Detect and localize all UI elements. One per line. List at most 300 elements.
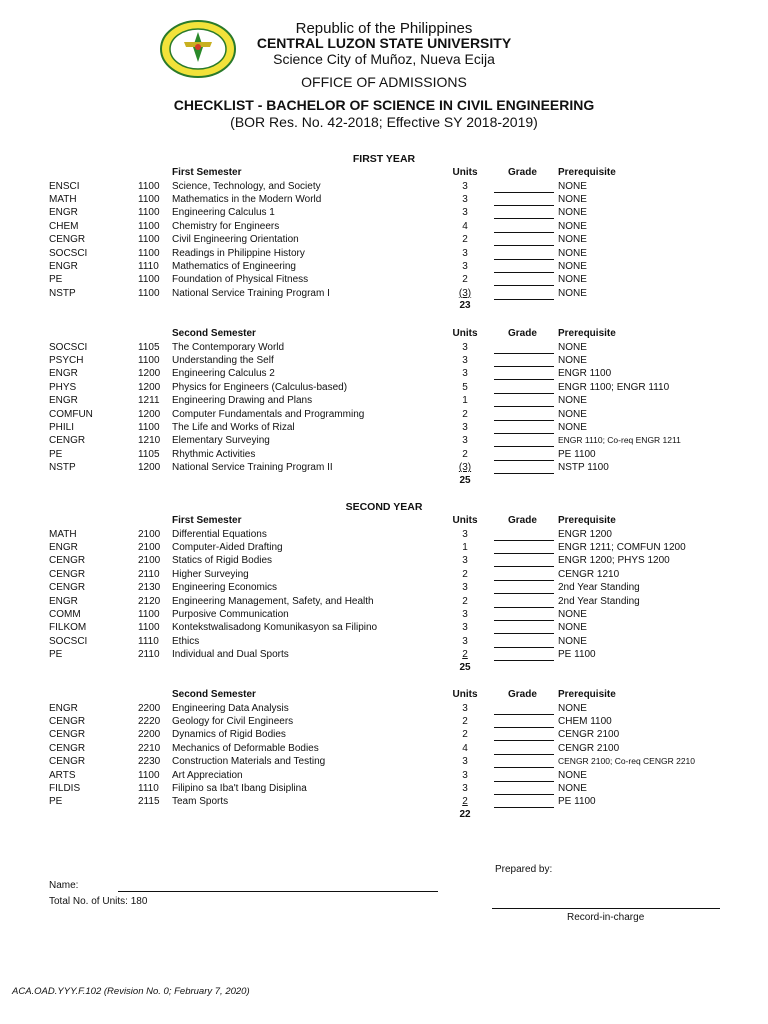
page-title: CHECKLIST - BACHELOR OF SCIENCE IN CIVIL ENGINEERING xyxy=(173,97,595,113)
units-header: Units xyxy=(452,167,478,178)
prereq-header: Prerequisite xyxy=(558,167,616,178)
course-prereq: NONE xyxy=(558,782,587,794)
course-row xyxy=(0,715,768,728)
course-prereq: PE 1100 xyxy=(558,448,596,460)
course-units: 2 xyxy=(462,274,468,286)
course-units: 3 xyxy=(462,702,468,714)
course-code: ENGR xyxy=(49,207,78,219)
course-number: 1100 xyxy=(138,247,160,259)
course-prereq: PE 1100 xyxy=(558,649,596,661)
grade-header: Grade xyxy=(508,328,537,339)
course-code: MATH xyxy=(49,528,77,540)
course-row xyxy=(0,367,768,380)
grade-field[interactable] xyxy=(494,408,554,421)
course-row xyxy=(0,554,768,567)
course-title: Filipino sa Iba't Ibang Disiplina xyxy=(172,782,307,794)
course-row xyxy=(0,273,768,286)
total-units-label: Total No. of Units: xyxy=(49,896,128,907)
course-row xyxy=(0,528,768,541)
course-prereq: ENGR 1200 xyxy=(558,528,612,540)
course-title: Ethics xyxy=(172,635,200,647)
course-prereq: CENGR 1210 xyxy=(558,568,620,580)
course-row xyxy=(0,354,768,367)
course-code: ENSCI xyxy=(49,180,80,192)
grade-field[interactable] xyxy=(494,354,554,367)
course-number: 2100 xyxy=(138,555,161,567)
semester-header xyxy=(0,688,768,701)
grade-field[interactable] xyxy=(494,287,554,300)
course-prereq: NONE xyxy=(558,341,587,353)
course-row xyxy=(0,621,768,634)
course-title: Engineering Economics xyxy=(172,582,278,594)
course-prereq: NONE xyxy=(558,180,587,192)
course-title: The Contemporary World xyxy=(172,341,285,353)
course-code: CHEM xyxy=(49,220,79,232)
course-prereq: NONE xyxy=(558,408,587,420)
course-units: 3 xyxy=(462,260,468,272)
grade-field[interactable] xyxy=(494,702,554,715)
course-prereq: NONE xyxy=(558,207,587,219)
course-units: 4 xyxy=(462,220,468,232)
course-units: 1 xyxy=(462,395,468,407)
semester-label: Second Semester xyxy=(172,328,256,339)
course-row xyxy=(0,287,768,300)
grade-field[interactable] xyxy=(494,795,554,808)
course-number: 2200 xyxy=(138,729,161,741)
course-prereq: NSTP 1100 xyxy=(558,462,609,474)
grade-field[interactable] xyxy=(494,621,554,634)
course-code: PE xyxy=(49,796,63,808)
course-code: ENGR xyxy=(49,395,78,407)
course-number: 1100 xyxy=(138,180,160,192)
grade-field[interactable] xyxy=(494,635,554,648)
grade-field[interactable] xyxy=(494,180,554,193)
course-number: 2115 xyxy=(138,796,160,808)
course-title: Science, Technology, and Society xyxy=(172,180,321,192)
course-units: 3 xyxy=(462,635,468,647)
course-number: 2210 xyxy=(138,742,161,754)
grade-field[interactable] xyxy=(494,193,554,206)
course-title: Purposive Communication xyxy=(172,608,289,620)
name-line[interactable] xyxy=(118,891,438,892)
course-units: (3) xyxy=(458,287,472,299)
course-number: 1110 xyxy=(138,635,159,647)
course-title: Understanding the Self xyxy=(172,354,274,366)
course-number: 1200 xyxy=(138,381,161,393)
course-code: ENGR xyxy=(49,595,78,607)
university-name: CENTRAL LUZON STATE UNIVERSITY xyxy=(256,35,512,51)
course-row xyxy=(0,448,768,461)
course-units: 3 xyxy=(462,421,468,433)
course-units: 3 xyxy=(462,341,468,353)
course-number: 2110 xyxy=(138,568,160,580)
grade-field[interactable] xyxy=(494,581,554,594)
course-prereq: ENGR 1200; PHYS 1200 xyxy=(558,555,670,567)
semester-header xyxy=(0,327,768,340)
course-units: (3) xyxy=(458,462,472,474)
semester-label: First Semester xyxy=(172,167,242,178)
course-title: The Life and Works of Rizal xyxy=(172,421,295,433)
grade-field[interactable] xyxy=(494,341,554,354)
course-row xyxy=(0,595,768,608)
course-number: 1100 xyxy=(138,207,160,219)
course-code: PHILI xyxy=(49,421,75,433)
course-title: Statics of Rigid Bodies xyxy=(172,555,273,567)
course-prereq: NONE xyxy=(558,354,587,366)
course-prereq: NONE xyxy=(558,247,587,259)
course-code: PHYS xyxy=(49,381,77,393)
semester-label: Second Semester xyxy=(172,689,256,700)
semester-header xyxy=(0,514,768,527)
course-prereq: NONE xyxy=(558,234,587,246)
course-units: 3 xyxy=(462,756,468,768)
grade-field[interactable] xyxy=(494,755,554,768)
course-title: Rhythmic Activities xyxy=(172,448,256,460)
course-code: ENGR xyxy=(49,260,78,272)
course-units: 3 xyxy=(462,368,468,380)
grade-field[interactable] xyxy=(494,394,554,407)
course-title: Chemistry for Engineers xyxy=(172,220,280,232)
course-title: Elementary Surveying xyxy=(172,435,270,447)
course-row xyxy=(0,541,768,554)
course-code: FILDIS xyxy=(49,782,81,794)
course-title: Mechanics of Deformable Bodies xyxy=(172,742,319,754)
record-in-charge-line[interactable] xyxy=(492,908,720,909)
university-location: Science City of Muñoz, Nueva Ecija xyxy=(273,51,495,67)
course-number: 1110 xyxy=(138,260,159,272)
course-code: ENGR xyxy=(49,541,78,553)
semester-header xyxy=(0,166,768,179)
course-code: CENGR xyxy=(49,756,86,768)
course-number: 2230 xyxy=(138,756,161,768)
course-units: 2 xyxy=(462,408,468,420)
prepared-by-label: Prepared by: xyxy=(495,864,553,875)
course-code: CENGR xyxy=(49,742,86,754)
course-prereq: ENGR 1100; ENGR 1110 xyxy=(558,381,670,393)
course-units: 3 xyxy=(462,207,468,219)
course-prereq: PE 1100 xyxy=(558,796,596,808)
course-units: 2 xyxy=(462,568,468,580)
course-title: Computer Fundamentals and Programming xyxy=(172,408,365,420)
course-title: Geology for Civil Engineers xyxy=(172,715,294,727)
course-number: 2120 xyxy=(138,595,161,607)
course-code: CENGR xyxy=(49,234,86,246)
total-units xyxy=(49,896,147,907)
course-number: 1100 xyxy=(138,287,160,299)
course-row xyxy=(0,461,768,474)
course-title: Civil Engineering Orientation xyxy=(172,234,299,246)
course-title: Art Appreciation xyxy=(172,769,243,781)
course-units: 2 xyxy=(462,729,468,741)
course-prereq: NONE xyxy=(558,421,587,433)
grade-field[interactable] xyxy=(494,608,554,621)
grade-field[interactable] xyxy=(494,220,554,233)
form-code: ACA.OAD.YYY.F.102 (Revision No. 0; February 7, 2020) xyxy=(12,986,250,997)
course-row xyxy=(0,635,768,648)
course-units: 3 xyxy=(462,435,468,447)
course-row xyxy=(0,233,768,246)
course-number: 1100 xyxy=(138,608,160,620)
semester-total-units: 25 xyxy=(459,661,471,673)
grade-field[interactable] xyxy=(494,367,554,380)
grade-field[interactable] xyxy=(494,528,554,541)
course-prereq: ENGR 1211; COMFUN 1200 xyxy=(558,541,686,553)
course-number: 1100 xyxy=(138,421,160,433)
course-row xyxy=(0,755,768,768)
grade-field[interactable] xyxy=(494,715,554,728)
course-number: 2100 xyxy=(138,541,161,553)
grade-field[interactable] xyxy=(494,421,554,434)
course-row xyxy=(0,742,768,755)
course-title: Construction Materials and Testing xyxy=(172,756,326,768)
course-number: 2130 xyxy=(138,582,161,594)
course-code: ARTS xyxy=(49,769,76,781)
course-number: 1105 xyxy=(138,448,160,460)
office-name: OFFICE OF ADMISSIONS xyxy=(301,74,467,90)
year-label-first: FIRST YEAR xyxy=(352,153,416,165)
course-code: COMFUN xyxy=(49,408,93,420)
course-prereq: CHEM 1100 xyxy=(558,715,612,727)
course-prereq: CENGR 2100; Co-req CENGR 2210 xyxy=(558,756,696,767)
semester-label: First Semester xyxy=(172,515,242,526)
grade-field[interactable] xyxy=(494,233,554,246)
course-code: NSTP xyxy=(49,287,76,299)
course-number: 1211 xyxy=(138,395,160,407)
course-row xyxy=(0,180,768,193)
course-units: 5 xyxy=(462,381,468,393)
course-code: MATH xyxy=(49,193,77,205)
course-units: 3 xyxy=(462,193,468,205)
units-header: Units xyxy=(452,515,478,526)
course-number: 1100 xyxy=(138,234,160,246)
course-prereq: NONE xyxy=(558,769,587,781)
semester-total-units: 23 xyxy=(459,300,471,312)
course-units: 3 xyxy=(462,354,468,366)
course-prereq: CENGR 2100 xyxy=(558,742,620,754)
name-label: Name: xyxy=(49,880,79,891)
course-title: Team Sports xyxy=(172,796,229,808)
course-row xyxy=(0,421,768,434)
grade-field[interactable] xyxy=(494,769,554,782)
course-code: FILKOM xyxy=(49,622,87,634)
course-units: 2 xyxy=(462,448,468,460)
course-number: 1200 xyxy=(138,408,161,420)
grade-field[interactable] xyxy=(494,206,554,219)
grade-field[interactable] xyxy=(494,568,554,581)
course-title: Individual and Dual Sports xyxy=(172,649,289,661)
course-units: 3 xyxy=(462,180,468,192)
course-row xyxy=(0,341,768,354)
grade-field[interactable] xyxy=(494,742,554,755)
course-units: 2 xyxy=(462,796,468,808)
page-subtitle: (BOR Res. No. 42-2018; Effective SY 2018-2019) xyxy=(230,114,538,130)
course-title: Engineering Drawing and Plans xyxy=(172,395,313,407)
course-units: 3 xyxy=(462,247,468,259)
course-title: Computer-Aided Drafting xyxy=(172,541,283,553)
prereq-header: Prerequisite xyxy=(558,515,616,526)
course-code: ENGR xyxy=(49,702,78,714)
course-prereq: NONE xyxy=(558,635,587,647)
grade-header: Grade xyxy=(508,515,537,526)
course-number: 1100 xyxy=(138,220,160,232)
course-row xyxy=(0,782,768,795)
course-code: COMM xyxy=(49,608,81,620)
prereq-header: Prerequisite xyxy=(558,328,616,339)
course-prereq: NONE xyxy=(558,274,587,286)
course-row xyxy=(0,434,768,447)
course-prereq: NONE xyxy=(558,395,587,407)
course-code: SOCSCI xyxy=(49,247,88,259)
course-code: CENGR xyxy=(49,435,86,447)
course-row xyxy=(0,728,768,741)
course-title: Mathematics of Engineering xyxy=(172,260,296,272)
course-units: 3 xyxy=(462,582,468,594)
course-number: 1100 xyxy=(138,622,160,634)
course-prereq: NONE xyxy=(558,608,587,620)
course-row xyxy=(0,795,768,808)
grade-field[interactable] xyxy=(494,381,554,394)
course-row xyxy=(0,206,768,219)
course-number: 1100 xyxy=(138,354,160,366)
course-units: 4 xyxy=(462,742,468,754)
course-title: Engineering Management, Safety, and Health xyxy=(172,595,374,607)
course-units: 2 xyxy=(462,649,468,661)
course-row xyxy=(0,702,768,715)
course-units: 2 xyxy=(462,715,468,727)
grade-field[interactable] xyxy=(494,434,554,447)
course-row xyxy=(0,769,768,782)
course-number: 1100 xyxy=(138,193,160,205)
course-row xyxy=(0,408,768,421)
grade-field[interactable] xyxy=(494,260,554,273)
course-number: 1200 xyxy=(138,368,161,380)
course-row xyxy=(0,394,768,407)
semester-total-units: 22 xyxy=(459,808,471,820)
course-row xyxy=(0,381,768,394)
course-row xyxy=(0,568,768,581)
course-prereq: NONE xyxy=(558,622,587,634)
course-number: 2100 xyxy=(138,528,161,540)
course-code: SOCSCI xyxy=(49,341,88,353)
course-prereq: NONE xyxy=(558,702,587,714)
course-units: 3 xyxy=(462,782,468,794)
course-units: 3 xyxy=(462,769,468,781)
course-prereq: NONE xyxy=(558,193,587,205)
course-units: 2 xyxy=(462,234,468,246)
course-title: Kontekstwalisadong Komunikasyon sa Filipino xyxy=(172,622,378,634)
course-code: NSTP xyxy=(49,462,76,474)
course-code: SOCSCI xyxy=(49,635,88,647)
grade-field[interactable] xyxy=(494,595,554,608)
course-code: PE xyxy=(49,274,63,286)
course-prereq: NONE xyxy=(558,220,587,232)
course-number: 2110 xyxy=(138,649,160,661)
course-title: Engineering Calculus 1 xyxy=(172,207,275,219)
course-units: 3 xyxy=(462,608,468,620)
year-label-second: SECOND YEAR xyxy=(345,501,423,513)
course-title: Mathematics in the Modern World xyxy=(172,193,322,205)
grade-field[interactable] xyxy=(494,728,554,741)
total-units-value: 180 xyxy=(130,896,148,907)
grade-header: Grade xyxy=(508,689,537,700)
course-prereq: 2nd Year Standing xyxy=(558,582,640,594)
course-number: 1110 xyxy=(138,782,159,794)
course-row xyxy=(0,220,768,233)
course-title: National Service Training Program II xyxy=(172,462,333,474)
course-prereq: ENGR 1110; Co-req ENGR 1211 xyxy=(558,435,681,446)
grade-field[interactable] xyxy=(494,273,554,286)
grade-field[interactable] xyxy=(494,461,554,474)
course-title: Engineering Calculus 2 xyxy=(172,368,275,380)
course-row xyxy=(0,648,768,661)
course-number: 1100 xyxy=(138,769,160,781)
course-number: 2220 xyxy=(138,715,161,727)
course-number: 1200 xyxy=(138,462,161,474)
prereq-header: Prerequisite xyxy=(558,689,616,700)
grade-field[interactable] xyxy=(494,554,554,567)
course-prereq: CENGR 2100 xyxy=(558,729,620,741)
republic-text: Republic of the Philippines xyxy=(295,20,473,37)
course-code: CENGR xyxy=(49,568,86,580)
course-units: 1 xyxy=(462,541,468,553)
course-row xyxy=(0,193,768,206)
course-code: CENGR xyxy=(49,729,86,741)
record-in-charge-label: Record-in-charge xyxy=(567,912,645,923)
course-prereq: 2nd Year Standing xyxy=(558,595,640,607)
course-code: CENGR xyxy=(49,555,86,567)
course-row xyxy=(0,581,768,594)
grade-field[interactable] xyxy=(494,648,554,661)
course-code: PE xyxy=(49,448,63,460)
course-row xyxy=(0,247,768,260)
course-row xyxy=(0,608,768,621)
units-header: Units xyxy=(452,328,478,339)
course-prereq: ENGR 1100 xyxy=(558,368,612,380)
course-title: Engineering Data Analysis xyxy=(172,702,289,714)
course-row xyxy=(0,260,768,273)
course-title: National Service Training Program I xyxy=(172,287,330,299)
course-title: Foundation of Physical Fitness xyxy=(172,274,309,286)
grade-field[interactable] xyxy=(494,448,554,461)
course-prereq: NONE xyxy=(558,260,587,272)
course-title: Differential Equations xyxy=(172,528,267,540)
course-code: CENGR xyxy=(49,582,86,594)
semester-total-units: 25 xyxy=(459,474,471,486)
course-units: 3 xyxy=(462,555,468,567)
course-number: 2200 xyxy=(138,702,161,714)
course-code: PE xyxy=(49,649,63,661)
grade-field[interactable] xyxy=(494,541,554,554)
course-prereq: NONE xyxy=(558,287,587,299)
course-title: Higher Surveying xyxy=(172,568,249,580)
course-title: Physics for Engineers (Calculus-based) xyxy=(172,381,348,393)
course-title: Readings in Philippine History xyxy=(172,247,305,259)
grade-field[interactable] xyxy=(494,782,554,795)
course-code: ENGR xyxy=(49,368,78,380)
course-number: 1105 xyxy=(138,341,160,353)
course-code: PSYCH xyxy=(49,354,84,366)
course-units: 2 xyxy=(462,595,468,607)
course-code: CENGR xyxy=(49,715,86,727)
grade-header: Grade xyxy=(508,167,537,178)
course-number: 1100 xyxy=(138,274,160,286)
course-units: 3 xyxy=(462,528,468,540)
course-number: 1210 xyxy=(138,435,161,447)
course-units: 3 xyxy=(462,622,468,634)
course-title: Dynamics of Rigid Bodies xyxy=(172,729,286,741)
grade-field[interactable] xyxy=(494,247,554,260)
units-header: Units xyxy=(452,689,478,700)
